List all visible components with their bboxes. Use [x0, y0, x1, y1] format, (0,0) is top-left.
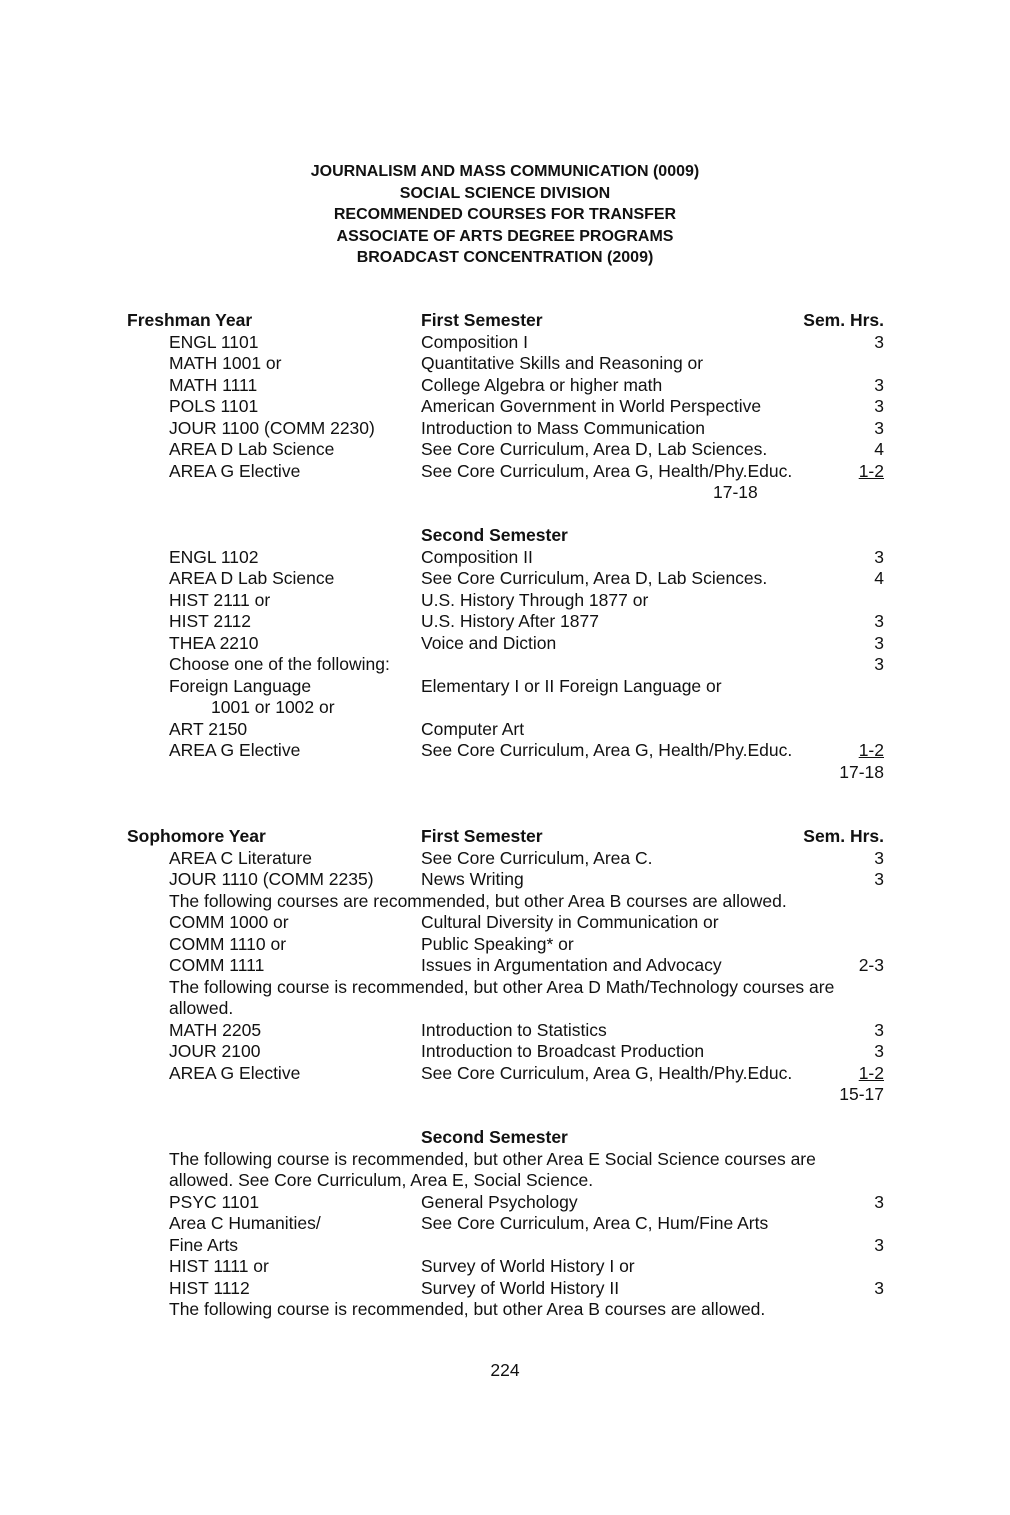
course-row [0, 633, 1010, 655]
course-row [0, 1235, 1010, 1257]
semester-label: Second Semester [421, 525, 568, 545]
course-title: See Core Curriculum, Area G, Health/Phy.Educ. [421, 1062, 793, 1083]
course-row [0, 848, 1010, 870]
course-title: Survey of World History I or [421, 1256, 635, 1276]
course-code: JOUR 1110 (COMM 2235) [169, 869, 374, 889]
course-row [0, 396, 1010, 418]
course-title: General Psychology [421, 1191, 578, 1212]
course-title: Computer Art [421, 718, 525, 739]
course-title: News Writing [421, 869, 524, 889]
document-title [0, 161, 1010, 269]
course-title: U.S. History After 1877 [421, 611, 599, 631]
course-row [0, 461, 1010, 483]
course-hours: 3 [874, 869, 884, 889]
course-row [0, 1278, 1010, 1300]
course-hours: 2-3 [858, 955, 884, 975]
section-header-row [0, 826, 1010, 848]
course-row [0, 332, 1010, 354]
course-code: ENGL 1101 [169, 331, 259, 352]
course-code: Fine Arts [169, 1234, 239, 1255]
course-hours: 3 [874, 1019, 884, 1040]
semester-label: First Semester [421, 310, 543, 330]
course-code: HIST 2112 [169, 611, 252, 631]
semester-label: First Semester [421, 826, 543, 846]
course-code: AREA C Literature [169, 847, 312, 868]
course-hours: 4 [874, 568, 884, 588]
course-code: 1001 or 1002 or [211, 697, 335, 717]
course-title: Voice and Diction [421, 632, 557, 653]
course-code: AREA G Elective [169, 1062, 301, 1083]
course-hours: 3 [874, 847, 884, 868]
semester-total: 15-17 [839, 1084, 884, 1104]
course-row [0, 1020, 1010, 1042]
course-code: THEA 2210 [169, 632, 259, 653]
page-number: 224 [490, 1360, 520, 1380]
course-hours: 3 [874, 632, 884, 653]
course-title: Composition I [421, 331, 528, 352]
course-hours: 3 [874, 396, 884, 416]
section-header-row [0, 310, 1010, 332]
course-row [0, 439, 1010, 461]
course-code: ART 2150 [169, 718, 248, 739]
course-hours: 3 [874, 331, 884, 352]
course-title: Introduction to Mass Communication [421, 417, 706, 438]
course-hours: 3 [874, 1277, 884, 1298]
freshman-second-semester [0, 525, 1010, 783]
course-code: JOUR 1100 (COMM 2230) [169, 417, 375, 438]
course-code: PSYC 1101 [169, 1191, 260, 1212]
course-title: See Core Curriculum, Area C, Hum/Fine Arts [421, 1213, 769, 1233]
note-row [0, 1149, 1010, 1192]
course-title: Introduction to Statistics [421, 1019, 607, 1040]
course-row [0, 547, 1010, 569]
course-row [0, 912, 1010, 934]
course-title: See Core Curriculum, Area C. [421, 847, 653, 868]
freshman-first-semester [0, 310, 1010, 504]
course-title: College Algebra or higher math [421, 374, 663, 395]
year-label: Freshman Year [127, 310, 253, 330]
course-hours: 3 [874, 1191, 884, 1212]
course-row [0, 1213, 1010, 1235]
note-row [0, 977, 1010, 1020]
title-line: SOCIAL SCIENCE DIVISION [399, 184, 611, 202]
course-row [0, 1063, 1010, 1085]
course-code: AREA G Elective [169, 740, 301, 760]
note-row [0, 891, 1010, 913]
course-code: COMM 1111 [169, 955, 265, 975]
course-row [0, 955, 1010, 977]
course-code: AREA D Lab Science [169, 568, 335, 588]
course-title: See Core Curriculum, Area G, Health/Phy.Educ. [421, 460, 793, 481]
course-code: Choose one of the following: [169, 654, 390, 674]
course-code: HIST 2111 or [169, 589, 271, 610]
course-code: POLS 1101 [169, 396, 259, 416]
course-row [0, 590, 1010, 612]
course-title: See Core Curriculum, Area D, Lab Sciences. [421, 568, 768, 588]
course-row [0, 611, 1010, 633]
course-code: ENGL 1102 [169, 546, 259, 567]
course-row [0, 375, 1010, 397]
recommendation-note: The following courses are recommended, but other Area B courses are allowed. [169, 890, 787, 911]
semester-total-row [0, 482, 1010, 504]
course-hours: 1-2 [858, 460, 884, 481]
course-hours: 3 [874, 654, 884, 674]
title-line: RECOMMENDED COURSES FOR TRANSFER [333, 206, 677, 223]
course-title: Quantitative Skills and Reasoning or [421, 353, 704, 373]
course-title: Elementary I or II Foreign Language or [421, 675, 722, 696]
course-title: Survey of World History II [421, 1277, 620, 1298]
course-title: Public Speaking* or [421, 933, 574, 954]
course-row [0, 418, 1010, 440]
section-header-row [0, 525, 1010, 547]
recommendation-note: The following course is recommended, but other Area E Social Science courses are allowed. See Core Curriculum, Area E, Social Science. [169, 1148, 816, 1190]
hours-header: Sem. Hrs. [803, 310, 884, 330]
course-code: Area C Humanities/ [169, 1213, 321, 1233]
semester-total-row [0, 762, 1010, 784]
course-title: Cultural Diversity in Communication or [421, 912, 719, 932]
sophomore-first-semester [0, 826, 1010, 1106]
course-title: Issues in Argumentation and Advocacy [421, 955, 722, 975]
course-row [0, 934, 1010, 956]
course-hours: 3 [874, 1234, 884, 1255]
course-code: Foreign Language [169, 675, 312, 696]
title-line: JOURNALISM AND MASS COMMUNICATION (0009) [310, 163, 700, 180]
semester-total: 17-18 [839, 761, 884, 782]
course-code: MATH 1111 [169, 374, 258, 395]
recommendation-note: The following course is recommended, but other Area D Math/Technology courses are allowed. [169, 976, 835, 1018]
course-row [0, 353, 1010, 375]
course-hours: 1-2 [858, 1062, 884, 1083]
course-hours: 4 [874, 439, 884, 459]
hours-header: Sem. Hrs. [803, 826, 884, 846]
course-title: American Government in World Perspective [421, 396, 762, 416]
course-hours: 3 [874, 1041, 884, 1061]
course-row [0, 654, 1010, 676]
course-title: U.S. History Through 1877 or [421, 589, 649, 610]
course-row [0, 1192, 1010, 1214]
course-code: AREA G Elective [169, 460, 301, 481]
year-label: Sophomore Year [127, 826, 266, 846]
section-header-row [0, 1127, 1010, 1149]
course-row [0, 869, 1010, 891]
course-title: Composition II [421, 546, 533, 567]
course-code: AREA D Lab Science [169, 439, 335, 459]
recommendation-note: The following course is recommended, but other Area B courses are allowed. [169, 1299, 766, 1319]
course-code: COMM 1110 or [169, 933, 287, 954]
course-code: HIST 1111 or [169, 1256, 269, 1276]
course-hours: 3 [874, 611, 884, 631]
course-row [0, 1041, 1010, 1063]
course-title: See Core Curriculum, Area G, Health/Phy.Educ. [421, 740, 793, 760]
course-code: HIST 1112 [169, 1277, 250, 1298]
course-hours: 1-2 [858, 740, 884, 760]
note-row [0, 1299, 1010, 1321]
title-line: BROADCAST CONCENTRATION (2009) [356, 249, 654, 266]
course-row [0, 719, 1010, 741]
semester-total-row [0, 1084, 1010, 1106]
course-row [0, 676, 1010, 698]
course-row [0, 1256, 1010, 1278]
course-title: Introduction to Broadcast Production [421, 1041, 705, 1061]
course-hours: 3 [874, 417, 884, 438]
course-hours: 3 [874, 374, 884, 395]
semester-label: Second Semester [421, 1127, 568, 1147]
semester-total: 17-18 [713, 482, 758, 502]
course-title: See Core Curriculum, Area D, Lab Sciences. [421, 439, 768, 459]
title-line: ASSOCIATE OF ARTS DEGREE PROGRAMS [336, 227, 674, 245]
course-code: JOUR 2100 [169, 1041, 261, 1061]
course-row [0, 697, 1010, 719]
course-row [0, 568, 1010, 590]
course-code: MATH 1001 or [169, 353, 282, 373]
course-code: MATH 2205 [169, 1019, 262, 1040]
course-hours: 3 [874, 546, 884, 567]
sophomore-second-semester [0, 1127, 1010, 1321]
course-row [0, 740, 1010, 762]
course-code: COMM 1000 or [169, 912, 289, 932]
